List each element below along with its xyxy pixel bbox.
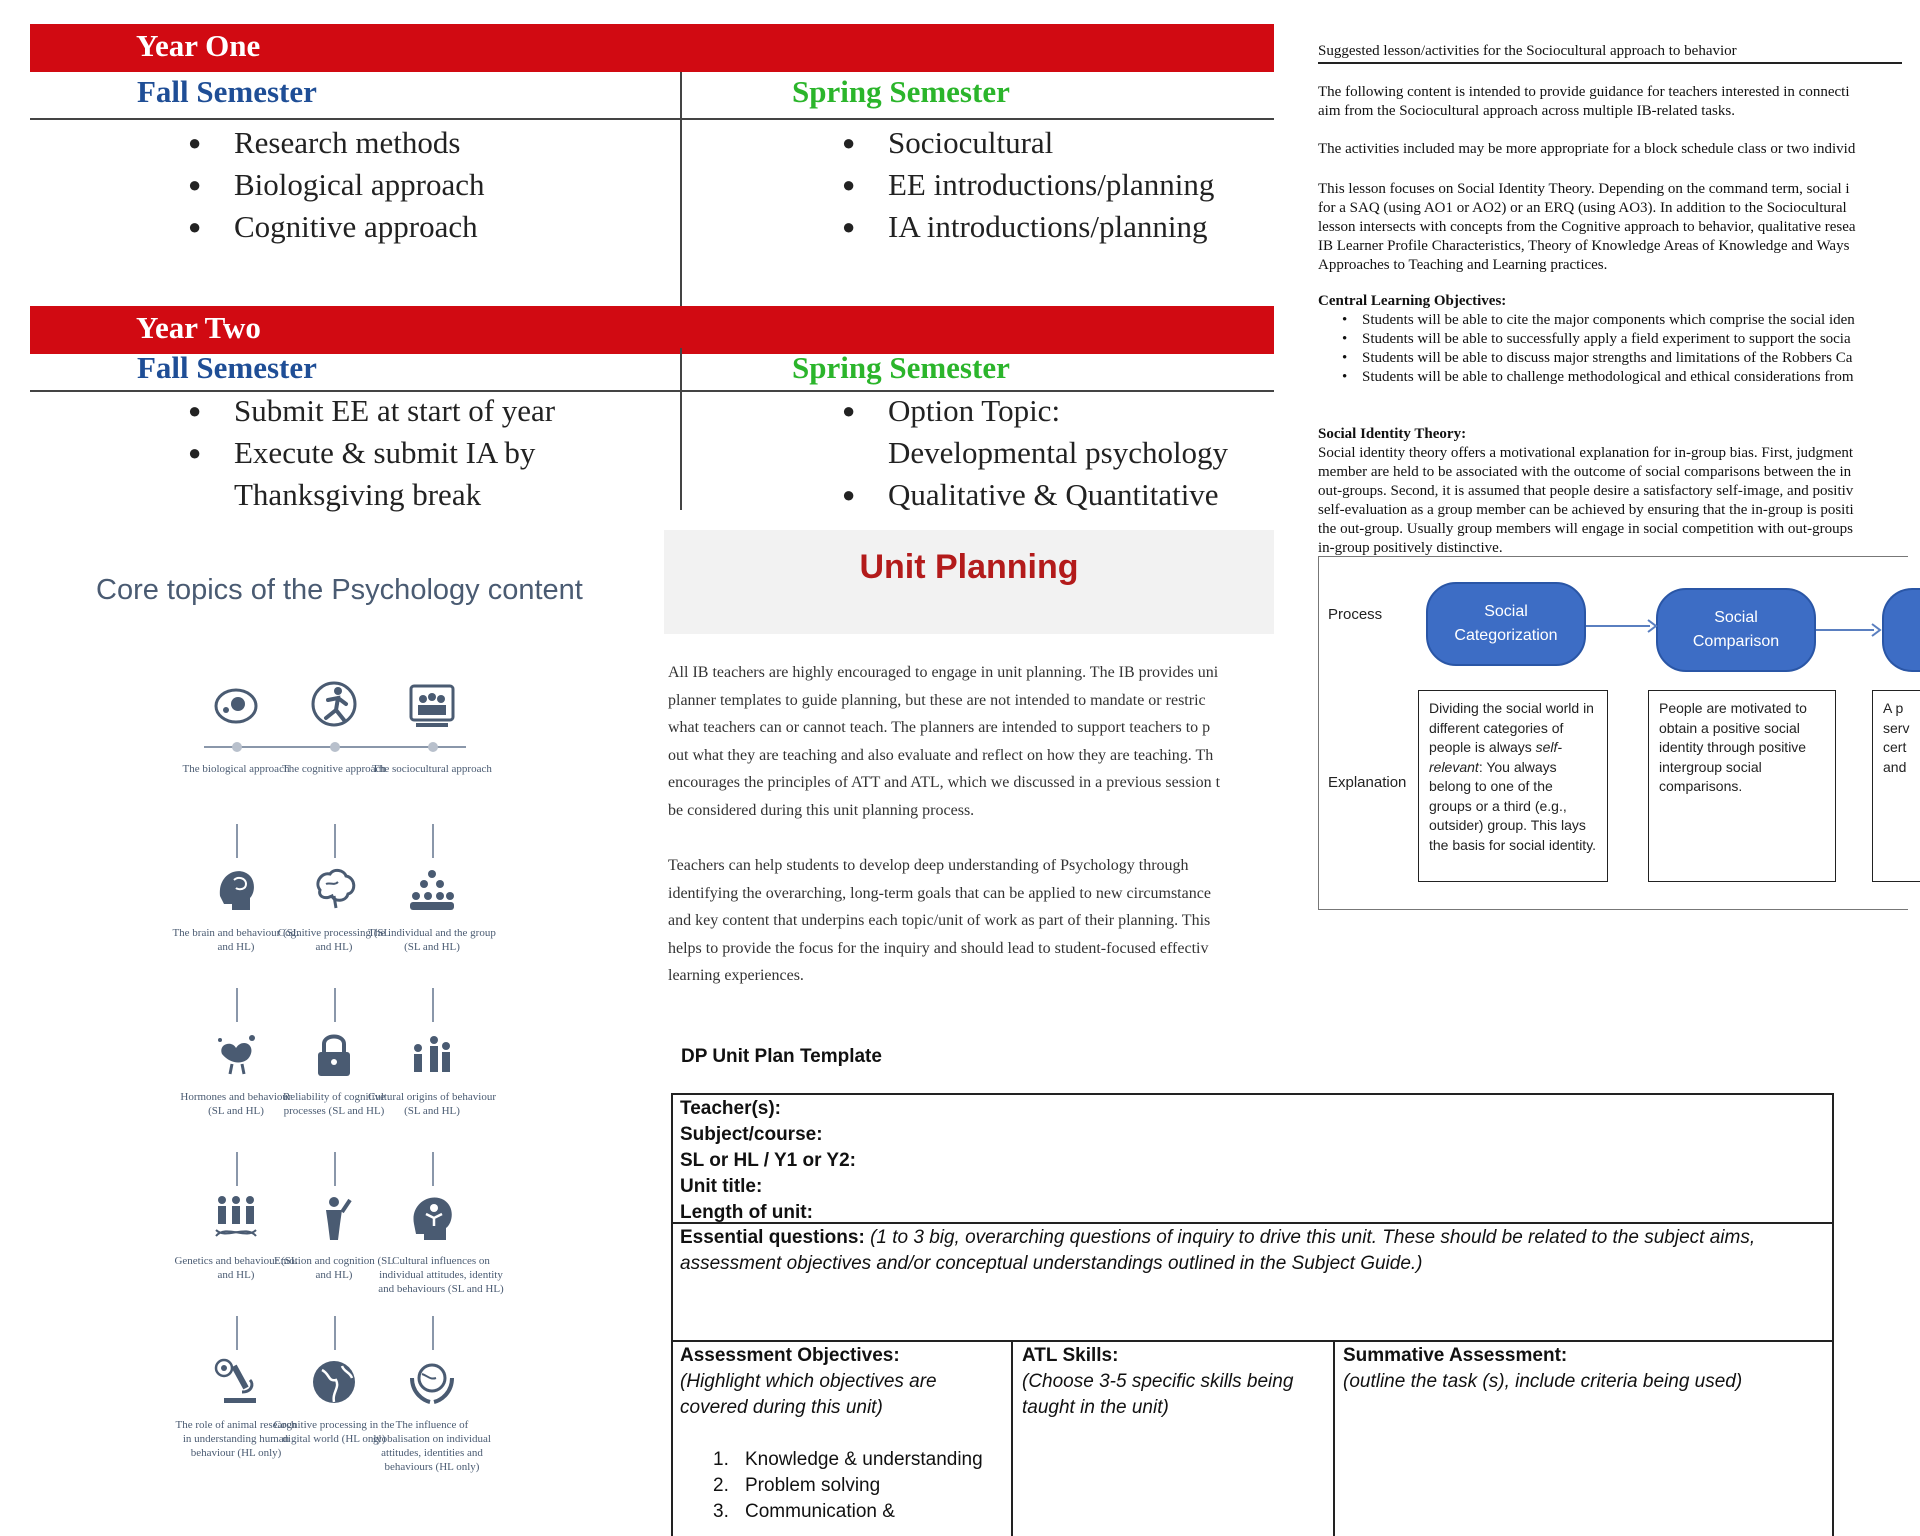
list-item: ● Research methods — [188, 122, 485, 164]
block-paragraph — [1318, 140, 1902, 159]
connector-line — [432, 1316, 434, 1350]
text-line: The following content is intended to provide guidance for teachers interested in connecti — [1318, 84, 1850, 100]
unit-length-field: Length of unit: — [680, 1202, 813, 1223]
connector-line — [334, 824, 336, 858]
topic-label: Cultural influences on individual attitudes, identity and behaviours (SL and HL) — [378, 1255, 504, 1295]
globe-hands-icon — [408, 1358, 456, 1406]
sit-paragraph — [1318, 444, 1902, 558]
objective-text: Communication & — [745, 1501, 895, 1522]
explanation-text: Dividing the social world in different categories of people is always — [1429, 700, 1594, 755]
connector-line — [432, 824, 434, 858]
topic-label: The influence of globalisation on individual attitudes, identities and behaviours (HL only) — [373, 1419, 491, 1473]
social-categorization-step — [1426, 582, 1586, 666]
topic-label: Reliability of cognitive processes (SL and HL) — [282, 1091, 386, 1117]
text-line: Teachers can help students to develop deep understanding of Psychology through — [668, 857, 1189, 874]
template-title: DP Unit Plan Template — [681, 1046, 882, 1067]
assessment-text: covered during this unit) — [680, 1397, 883, 1418]
teacher-field: Teacher(s): — [680, 1098, 782, 1119]
connector-dot — [330, 742, 340, 752]
topic-label: Genetics and behaviour (SL and HL) — [174, 1255, 298, 1281]
process-label: Process — [1328, 606, 1383, 623]
objectives-list — [713, 1447, 983, 1525]
list-item: 2. Problem solving — [713, 1475, 881, 1496]
step-text: Social — [1714, 609, 1758, 626]
assessment-objectives — [680, 1343, 937, 1421]
summative-text: (outline the task (s), include criteria being used) — [1343, 1371, 1743, 1392]
explanation-text: serv — [1883, 719, 1910, 736]
list-item: ● IA introductions/planning — [842, 206, 1214, 248]
globe-icon — [310, 1358, 358, 1406]
unit-planning-paragraph — [668, 659, 1274, 824]
atl-text: taught in the unit) — [1022, 1397, 1169, 1418]
objective-text: Knowledge & understanding — [745, 1449, 983, 1470]
year-one-spring-list — [842, 122, 1214, 248]
text-line: This lesson focuses on Social Identity Theory. Depending on the command term, social i — [1318, 181, 1850, 197]
text-line: encourages the principles of ATT and ATL, which we discussed in a previous session t — [668, 774, 1221, 791]
text-line: Approaches to Teaching and Learning practices. — [1318, 257, 1608, 273]
runner-icon — [310, 680, 358, 728]
head-person-icon — [408, 1194, 456, 1242]
assessment-text: (Highlight which objectives are — [680, 1371, 937, 1392]
cell-icon — [212, 682, 260, 730]
objective-text: Problem solving — [745, 1475, 881, 1496]
connector-line — [334, 1152, 336, 1186]
divider — [1011, 1340, 1013, 1536]
unit-planning-paragraph — [668, 852, 1274, 990]
text-line: The activities included may be more appropriate for a block schedule class or two individ — [1318, 141, 1856, 157]
topic-label: Emotion and cognition (SL and HL) — [273, 1255, 395, 1281]
divider — [30, 118, 1274, 120]
list-item: 1. Knowledge & understanding — [713, 1449, 983, 1470]
comparison-explanation — [1648, 690, 1836, 882]
connector-line — [236, 988, 238, 1022]
lesson-title: Suggested lesson/activities for the Sociocultural approach to behavior — [1318, 43, 1737, 59]
year-two-fall-list — [188, 390, 555, 516]
list-item: ● Execute & submit IA by — [188, 432, 555, 474]
explanation-label: Explanation — [1328, 774, 1407, 791]
text-line: planner templates to guide planning, but these are not intended to mandate or restric — [668, 691, 1206, 709]
subject-field: Subject/course: — [680, 1124, 823, 1145]
divider — [671, 1340, 1834, 1342]
dna-people-icon — [212, 1194, 260, 1242]
topic-label: The brain and behaviour (SL and HL) — [172, 927, 300, 953]
step-text: Categorization — [1454, 627, 1558, 644]
explanation-text: and — [1883, 758, 1907, 775]
categorization-explanation — [1418, 690, 1608, 882]
text-line: the out-group. Usually group members will engage in social competition with out-groups — [1318, 521, 1853, 537]
sit-heading: Social Identity Theory: — [1318, 426, 1467, 442]
head-brain-icon — [212, 866, 260, 914]
connector-line — [236, 824, 238, 858]
connector-line — [334, 1316, 336, 1350]
text-line: self-evaluation as a group member can be achieved by ensuring that the in-group is positi — [1318, 502, 1854, 518]
explanation-text: cert — [1883, 739, 1907, 755]
list-item: Developmental psychology — [888, 435, 1229, 470]
explanation-text: People are motivated to obtain a positive social identity through positive intergroup social comparisons. — [1659, 700, 1807, 794]
text-line: lesson intersects with concepts from the Cognitive approach to behavior, qualitative resea — [1318, 219, 1856, 235]
divider — [1318, 62, 1902, 64]
text-line: All IB teachers are highly encouraged to engage in unit planning. The IB provides uni — [668, 664, 1219, 681]
next-step-pill — [1882, 588, 1920, 672]
connector-line — [236, 1152, 238, 1186]
list-item: ● Biological approach — [188, 164, 485, 206]
summative-label: Summative Assessment: — [1343, 1345, 1568, 1366]
hormone-icon — [212, 1030, 260, 1078]
list-item: 3. Communication & — [713, 1501, 895, 1522]
text-line: aim from the Sociocultural approach across multiple IB-related tasks. — [1318, 103, 1735, 119]
explanation-text: A p — [1883, 700, 1904, 716]
text-line: learning experiences. — [668, 967, 804, 984]
objectives-list — [1318, 311, 1902, 387]
essential-text: (1 to 3 big, overarching questions of inquiry to drive this unit. These should be related to the subject aims, — [870, 1227, 1756, 1248]
year-one-fall-heading: Fall Semester — [137, 74, 317, 109]
arrow-icon — [1816, 620, 1882, 640]
approach-label: The sociocultural approach — [372, 763, 492, 775]
divider — [680, 348, 682, 510]
microscope-icon — [212, 1358, 260, 1406]
connector-dot — [428, 742, 438, 752]
padlock-icon — [310, 1030, 358, 1078]
topic-label: The role of animal research in understanding human behaviour (HL only) — [175, 1419, 297, 1459]
text-line: IB Learner Profile Characteristics, Theory of Knowledge Areas of Knowledge and Ways — [1318, 238, 1850, 254]
year-two-bar — [30, 306, 1274, 354]
year-one-spring-heading: Spring Semester — [792, 74, 1010, 109]
text-line: out what they are teaching and also evaluate and reflect on how they are teaching. Th — [668, 746, 1214, 764]
unit-planning-header — [664, 530, 1274, 634]
list-item: ● Sociocultural — [842, 122, 1214, 164]
year-two-fall-heading: Fall Semester — [137, 350, 317, 385]
level-field: SL or HL / Y1 or Y2: — [680, 1150, 856, 1171]
objective-text: Students will be able to successfully apply a field experiment to support the socia — [1362, 331, 1851, 347]
intro-paragraph — [1318, 83, 1902, 121]
text-line: identifying the overarching, long-term goals that can be applied to new circumstance — [668, 884, 1211, 902]
list-item: Thanksgiving break — [234, 477, 482, 512]
focus-paragraph — [1318, 180, 1902, 275]
list-item: ● Submit EE at start of year — [188, 390, 555, 432]
topic-label: Cognitive processing in the digital world (HL only) — [273, 1419, 395, 1445]
core-topics-title: Core topics of the Psychology content — [96, 574, 583, 606]
text-line: and key content that underpins each topic/unit of work as part of their planning. This — [668, 912, 1211, 929]
social-comparison-step — [1656, 588, 1816, 672]
unit-planning-title: Unit Planning — [859, 548, 1079, 586]
essential-questions — [680, 1225, 1755, 1277]
essential-label: Essential questions: — [680, 1227, 865, 1248]
crowd-icon — [408, 866, 456, 914]
list-item: ● Cognitive approach — [188, 206, 485, 248]
topic-label: Hormones and behaviour (SL and HL) — [180, 1091, 292, 1117]
divider — [1333, 1340, 1335, 1536]
group-screen-icon — [408, 682, 456, 730]
text-line: out-groups. Second, it is assumed that people desire a satisfactory self-image, and positiv — [1318, 483, 1854, 499]
arrow-icon — [1586, 616, 1658, 636]
text-line: for a SAQ (using AO1 or AO2) or an ERQ (using AO3). In addition to the Sociocultural — [1318, 200, 1847, 216]
objective-text: Students will be able to challenge methodological and ethical considerations from — [1362, 369, 1854, 385]
unit-title-field: Unit title: — [680, 1176, 763, 1197]
explanation-emphasis: self-relevant — [1429, 739, 1563, 775]
connector-line — [236, 1316, 238, 1350]
objective-text: Students will be able to cite the major components which comprise the social iden — [1362, 312, 1855, 328]
list-item: ● Option Topic: — [842, 390, 1228, 432]
connector-line — [432, 1152, 434, 1186]
third-explanation — [1872, 690, 1920, 882]
list-item: • Students will be able to successfully apply a field experiment to support the socia — [1342, 331, 1851, 347]
text-line: be considered during this unit planning process. — [668, 801, 975, 819]
year-two-title: Year Two — [136, 310, 261, 345]
list-item: • Students will be able to cite the major components which comprise the social iden — [1342, 312, 1855, 328]
text-line: in-group positively distinctive. — [1318, 540, 1503, 556]
connector-line — [334, 988, 336, 1022]
divider — [680, 72, 682, 306]
step-text: Social — [1484, 603, 1528, 620]
list-item: ● EE introductions/planning — [842, 164, 1214, 206]
list-item: • Students will be able to discuss major strengths and limitations of the Robbers Ca — [1342, 350, 1853, 366]
topic-label: Cognitive processing (SL and HL) — [277, 927, 391, 953]
year-two-spring-heading: Spring Semester — [792, 350, 1010, 385]
template-fields — [680, 1096, 856, 1226]
topic-label: The individual and the group (SL and HL) — [368, 927, 496, 953]
list-item: • Students will be able to challenge methodological and ethical considerations from — [1342, 369, 1854, 385]
year-one-fall-list — [188, 122, 485, 248]
text-line: helps to provide the focus for the inquiry and should lead to student-focused effectiv — [668, 939, 1209, 957]
atl-label: ATL Skills: — [1022, 1345, 1119, 1366]
connector-dot — [232, 742, 242, 752]
year-one-bar — [30, 24, 1274, 72]
approach-label: The cognitive approach — [282, 763, 386, 775]
text-line: member are held to be associated with the outcome of social comparisons between the in — [1318, 464, 1852, 480]
assessment-label: Assessment Objectives: — [680, 1345, 900, 1366]
brain-icon — [310, 866, 358, 914]
explanation-text: : You always belong to one of the groups or a third (e.g., outsider) group. This lays the basis for social identity. — [1429, 758, 1597, 853]
step-text: Comparison — [1692, 633, 1780, 650]
approach-label: The biological approach — [182, 763, 290, 775]
atl-text: (Choose 3-5 specific skills being — [1022, 1371, 1294, 1392]
objectives-heading: Central Learning Objectives: — [1318, 293, 1507, 309]
family-icon — [408, 1030, 456, 1078]
text-line: Social identity theory offers a motivational explanation for in-group bias. First, judgment — [1318, 445, 1854, 461]
year-two-spring-list — [842, 390, 1228, 516]
objective-text: Students will be able to discuss major strengths and limitations of the Robbers Ca — [1362, 350, 1853, 366]
connector-line — [432, 988, 434, 1022]
year-one-title: Year One — [136, 28, 261, 63]
person-icon — [310, 1194, 358, 1242]
summative-assessment — [1343, 1343, 1742, 1395]
topic-label: Cultural origins of behaviour (SL and HL) — [367, 1091, 496, 1117]
essential-text: assessment objectives and/or conceptual understandings outlined in the Subject Guide.) — [680, 1253, 1423, 1274]
atl-skills — [1022, 1343, 1293, 1421]
list-item: ● Qualitative & Quantitative — [842, 474, 1228, 516]
text-line: what teachers can or cannot teach. The planners are intended to support teachers to p — [668, 719, 1211, 736]
